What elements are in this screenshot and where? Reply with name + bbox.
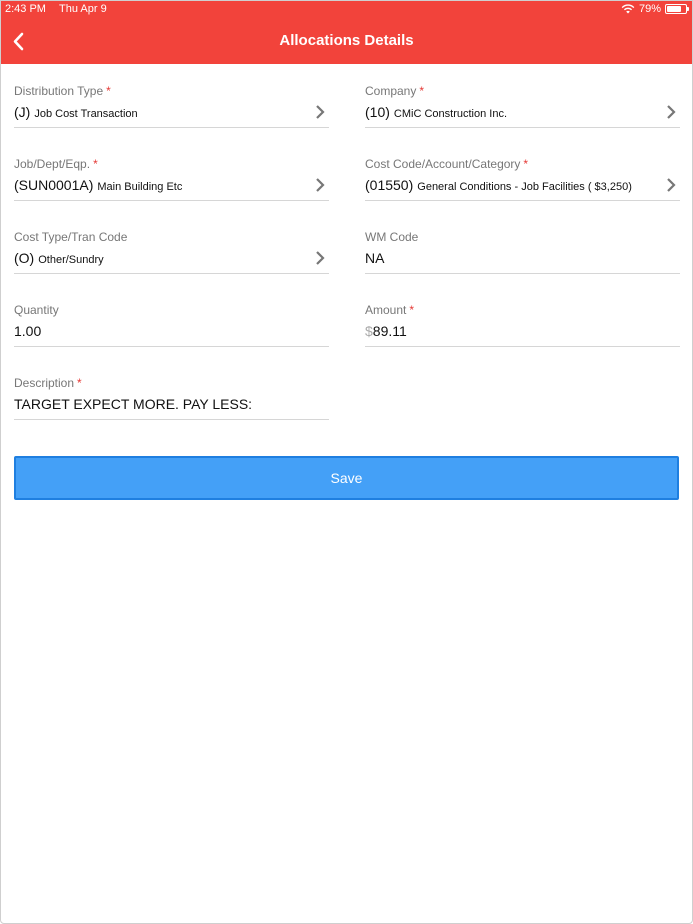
field-underline <box>14 127 329 128</box>
status-date: Thu Apr 9 <box>59 3 107 15</box>
field-underline <box>365 200 680 201</box>
cost-code-field[interactable] <box>365 157 680 207</box>
job-value: (SUN0001A) Main Building Etc <box>14 177 183 193</box>
amount-input[interactable]: $89.11 <box>365 323 407 339</box>
quantity-input[interactable]: 1.00 <box>14 323 42 339</box>
chevron-right-icon[interactable] <box>315 250 325 266</box>
field-underline <box>14 200 329 201</box>
quantity-label: Quantity <box>14 303 59 317</box>
company-label: Company * <box>365 84 425 98</box>
distribution-type-value: (J) Job Cost Transaction <box>14 104 138 120</box>
wifi-icon <box>621 4 635 14</box>
amount-field[interactable] <box>365 303 680 353</box>
save-button[interactable]: Save <box>14 456 679 500</box>
company-field[interactable] <box>365 84 680 134</box>
battery-icon <box>665 4 687 14</box>
nav-bar <box>0 20 693 64</box>
wm-code-input[interactable]: NA <box>365 250 385 266</box>
status-bar <box>0 0 693 20</box>
field-underline <box>365 273 680 274</box>
job-field[interactable] <box>14 157 329 207</box>
chevron-right-icon[interactable] <box>666 104 676 120</box>
currency-symbol: $ <box>365 323 373 339</box>
cost-type-field[interactable] <box>14 230 329 280</box>
description-label: Description * <box>14 376 82 390</box>
wm-code-field[interactable] <box>365 230 680 280</box>
field-underline <box>14 273 329 274</box>
distribution-type-label: Distribution Type * <box>14 84 111 98</box>
chevron-right-icon[interactable] <box>315 104 325 120</box>
status-right <box>621 3 687 15</box>
quantity-field[interactable] <box>14 303 329 353</box>
job-label: Job/Dept/Eqp. * <box>14 157 98 171</box>
description-input[interactable]: TARGET EXPECT MORE. PAY LESS: <box>14 396 253 412</box>
field-underline <box>365 127 680 128</box>
field-underline <box>14 419 329 420</box>
cost-code-value: (01550) General Conditions - Job Facilities ( $3,250) <box>365 177 632 193</box>
company-value: (10) CMiC Construction Inc. <box>365 104 507 120</box>
wm-code-label: WM Code <box>365 230 419 244</box>
status-time: 2:43 PM <box>5 3 46 15</box>
cost-type-label: Cost Type/Tran Code <box>14 230 128 244</box>
cost-code-label: Cost Code/Account/Category * <box>365 157 529 171</box>
field-underline <box>365 346 680 347</box>
chevron-right-icon[interactable] <box>666 177 676 193</box>
amount-label: Amount * <box>365 303 415 317</box>
page-title: Allocations Details <box>279 32 414 49</box>
distribution-type-field[interactable] <box>14 84 329 134</box>
description-field[interactable] <box>14 376 329 426</box>
battery-percent: 79% <box>638 3 661 15</box>
field-underline <box>14 346 329 347</box>
top-bar <box>0 0 693 64</box>
chevron-right-icon[interactable] <box>315 177 325 193</box>
cost-type-value: (O) Other/Sundry <box>14 250 104 266</box>
